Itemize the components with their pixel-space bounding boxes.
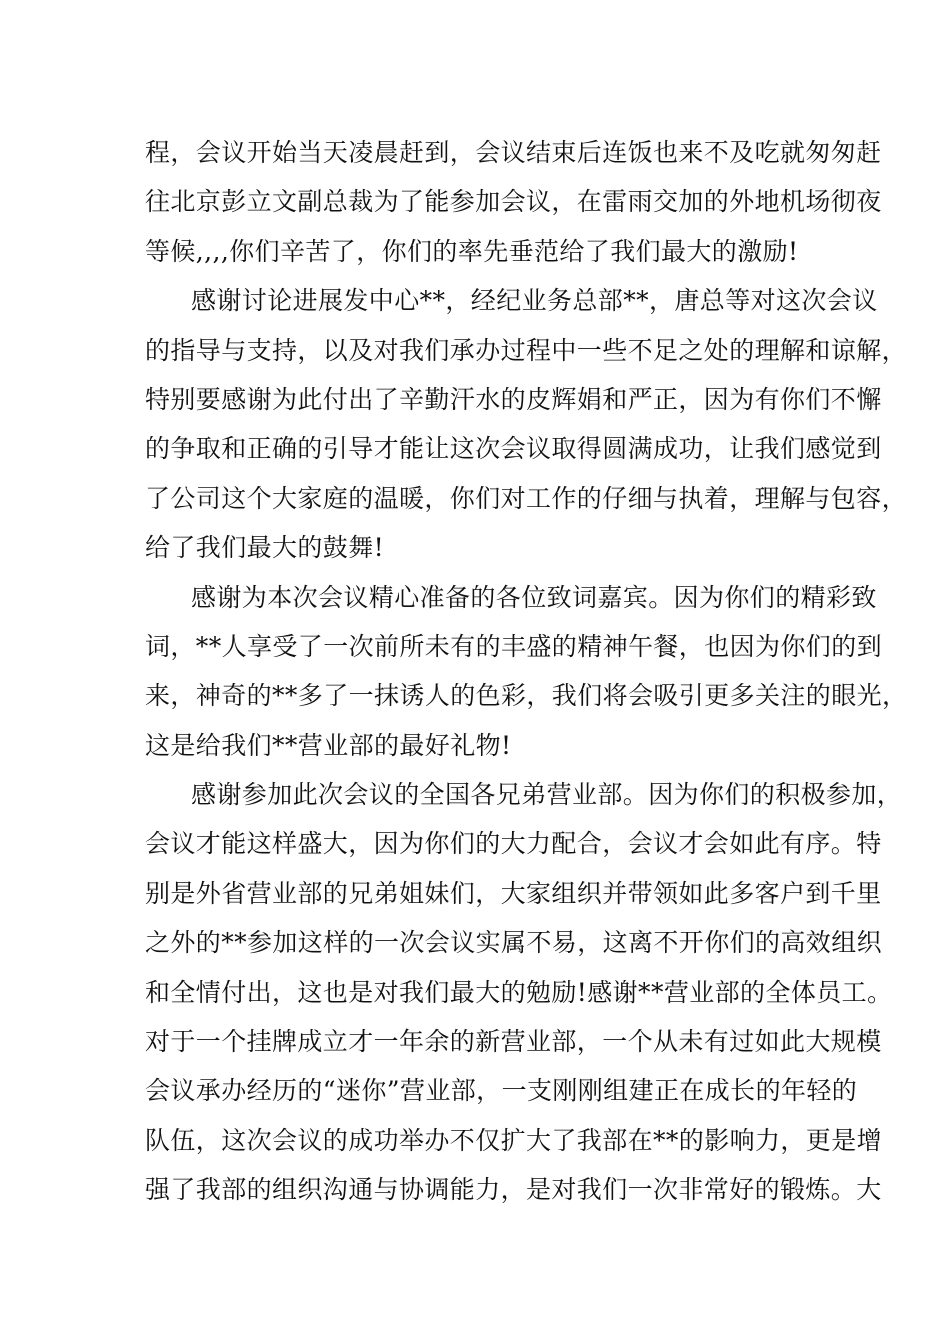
text-line: 等候,,,,你们辛苦了，你们的率先垂范给了我们最大的激励! <box>145 236 799 266</box>
text-line: 了公司这个大家庭的温暖，你们对工作的仔细与执着，理解与包容， <box>145 483 908 513</box>
text-line: 的指导与支持，以及对我们承办过程中一些不足之处的理解和谅解， <box>145 335 908 365</box>
paragraph-first-line: 感谢为本次会议精心准备的各位致词嘉宾。因为你们的精彩致 <box>191 582 877 612</box>
text-line: 的争取和正确的引导才能让这次会议取得圆满成功，让我们感觉到 <box>145 434 882 464</box>
text-line: 和全情付出，这也是对我们最大的勉励!感谢**营业部的全体员工。 <box>145 977 893 1007</box>
text-line: 之外的**参加这样的一次会议实属不易，这离不开你们的高效组织 <box>145 928 883 958</box>
text-line: 词，**人享受了一次前所未有的丰盛的精神午餐，也因为你们的到 <box>145 631 883 661</box>
text-line: 会议承办经历的“迷你”营业部，一支刚刚组建正在成长的年轻的 <box>145 1076 858 1106</box>
text-line: 会议才能这样盛大，因为你们的大力配合，会议才会如此有序。特 <box>145 829 882 859</box>
text-line: 别是外省营业部的兄弟姐妹们，大家组织并带领如此多客户到千里 <box>145 878 882 908</box>
text-line: 强了我部的组织沟通与协调能力，是对我们一次非常好的锻炼。大 <box>145 1175 882 1205</box>
text-line: 给了我们最大的鼓舞! <box>145 533 385 563</box>
text-line: 这是给我们**营业部的最好礼物! <box>145 730 512 760</box>
paragraph-first-line: 感谢参加此次会议的全国各兄弟营业部。因为你们的积极参加， <box>191 780 903 810</box>
text-line: 往北京彭立文副总裁为了能参加会议，在雷雨交加的外地机场彻夜 <box>145 187 882 217</box>
text-line: 特别要感谢为此付出了辛勤汗水的皮辉娟和严正，因为有你们不懈 <box>145 384 882 414</box>
paragraph-first-line: 感谢讨论进展发中心**，经纪业务总部**，唐总等对这次会议 <box>191 286 878 316</box>
text-line: 对于一个挂牌成立才一年余的新营业部，一个从未有过如此大规模 <box>145 1027 882 1057</box>
text-line: 队伍，这次会议的成功举办不仅扩大了我部在**的影响力，更是增 <box>145 1125 883 1155</box>
document-body-text <box>145 128 908 1215</box>
text-line: 来，神奇的**多了一抹诱人的色彩，我们将会吸引更多关注的眼光， <box>145 681 908 711</box>
text-line: 程，会议开始当天凌晨赶到，会议结束后连饭也来不及吃就匆匆赶 <box>145 138 882 167</box>
